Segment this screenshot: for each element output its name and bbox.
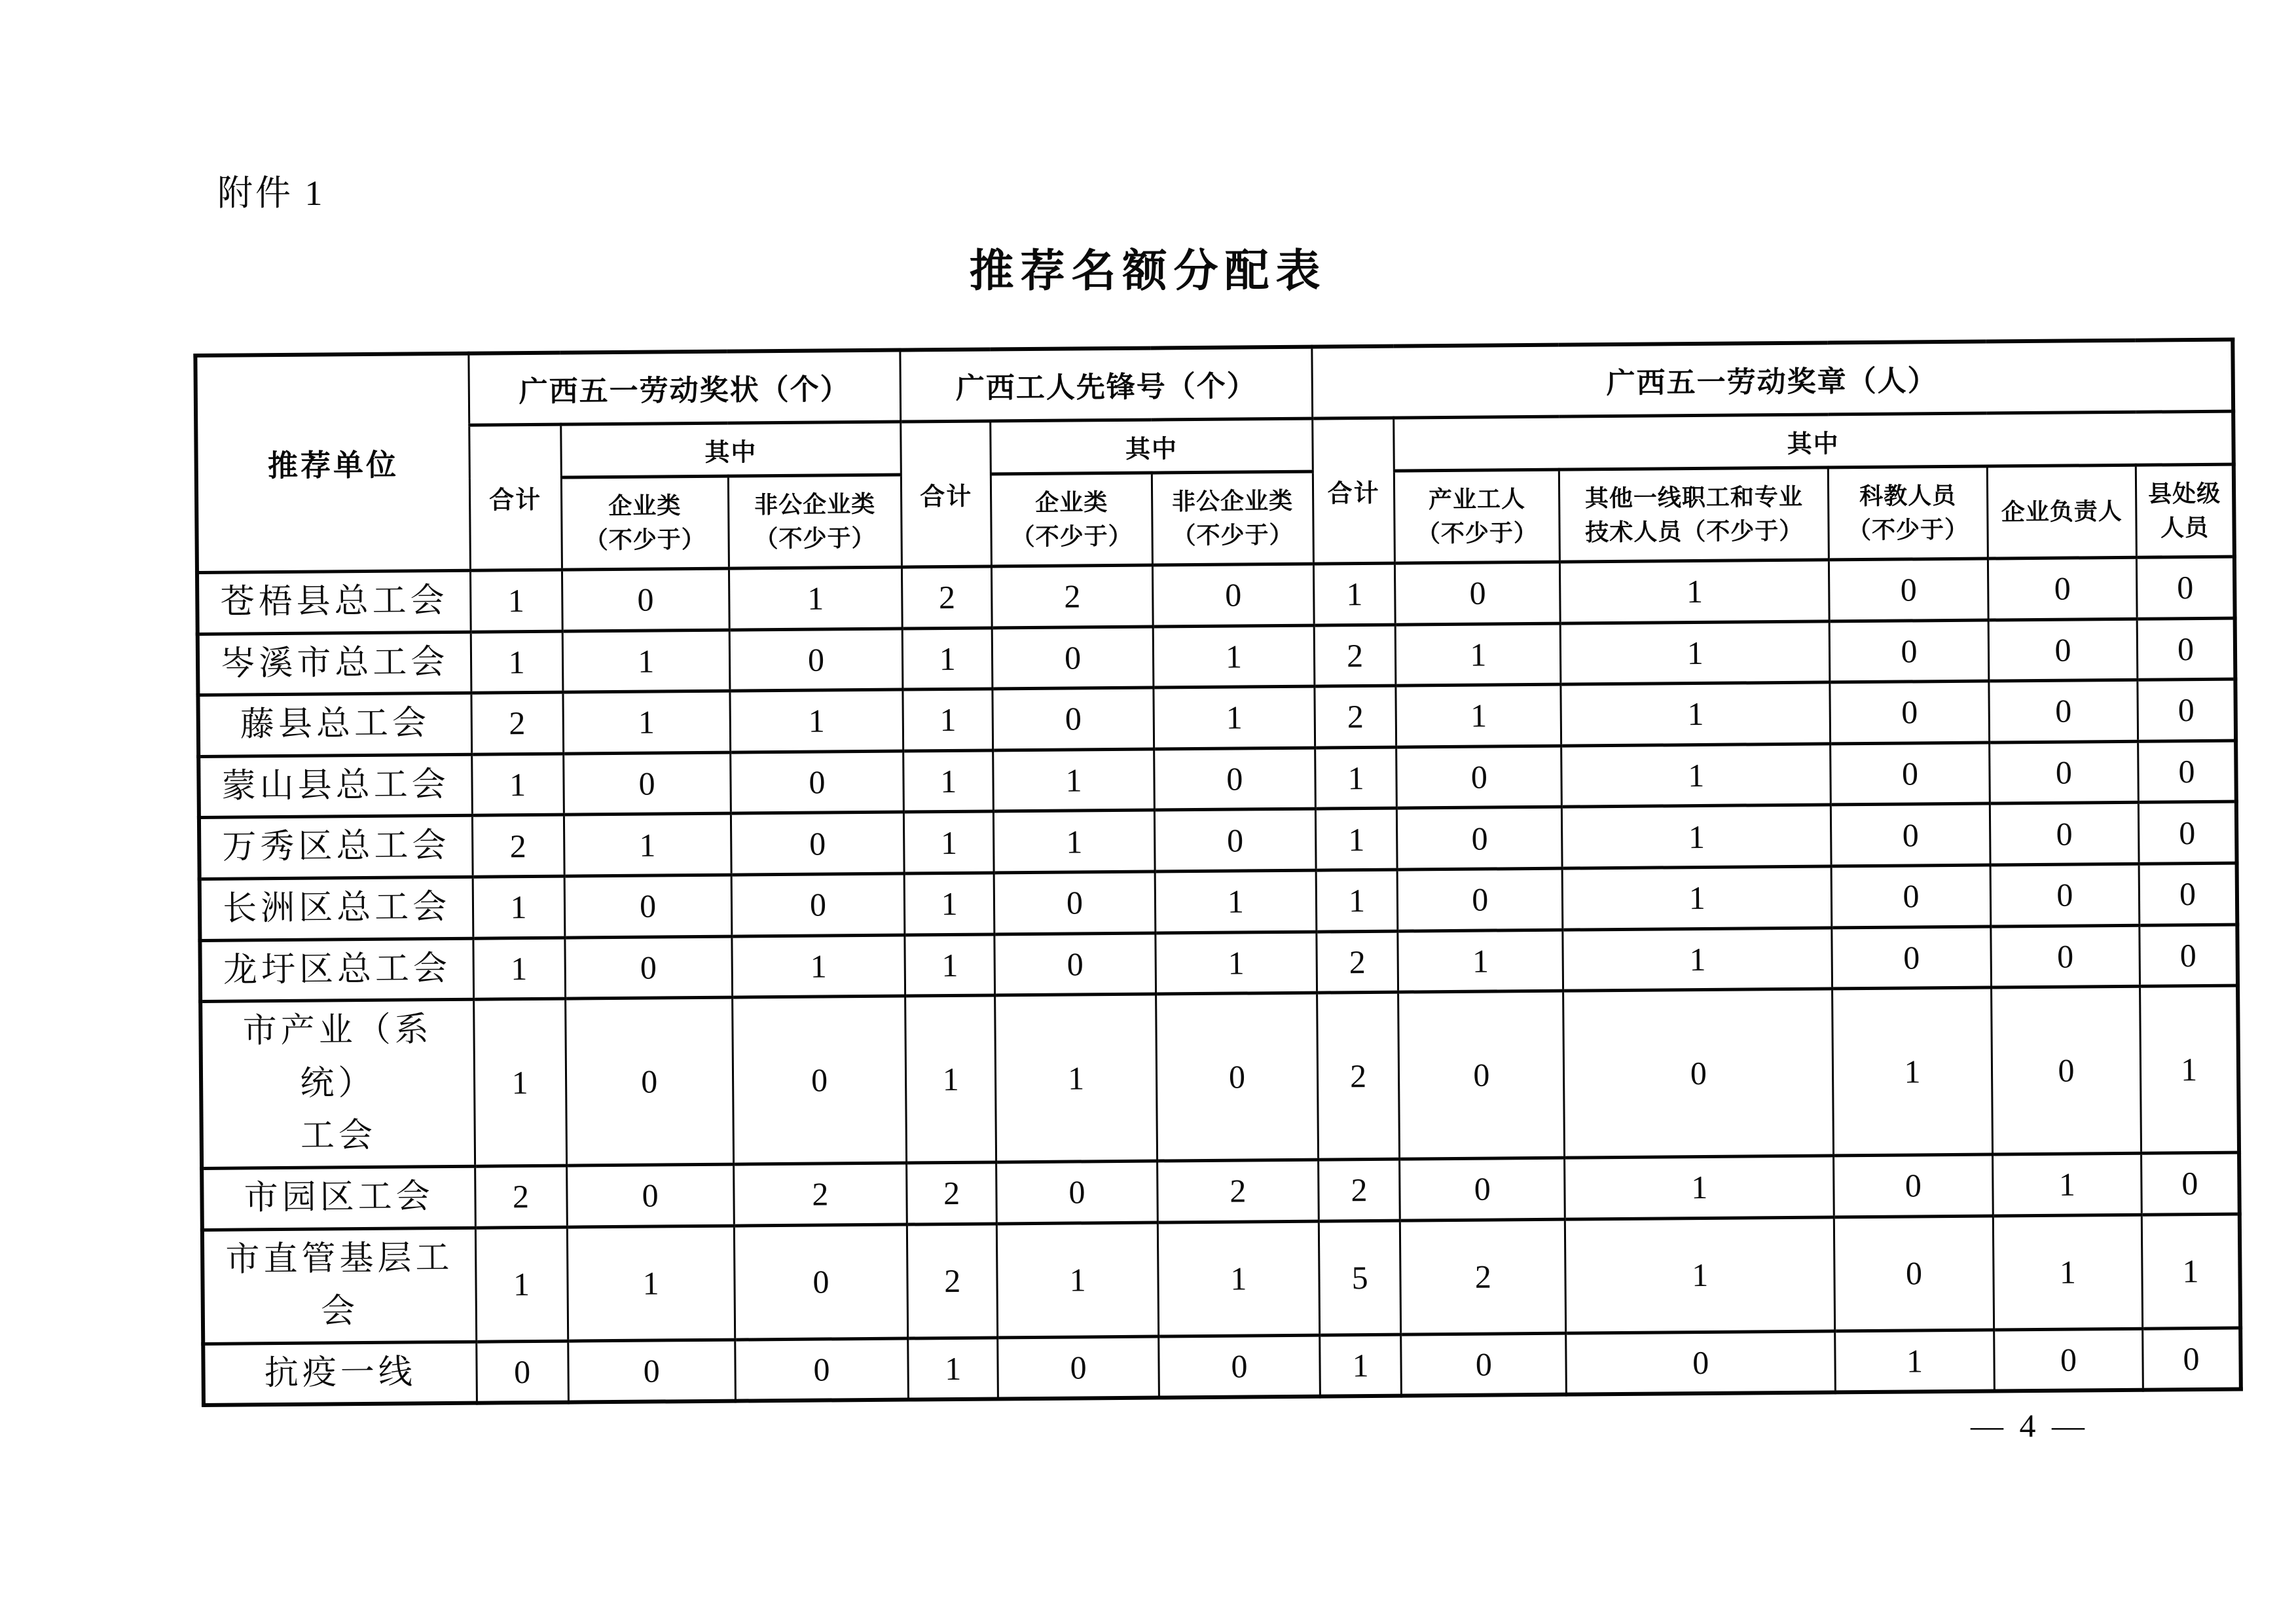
value-cell: 1 <box>730 689 903 752</box>
value-cell: 1 <box>905 934 995 997</box>
certificate-enterprise-header: 企业类 （不少于） <box>561 476 729 570</box>
value-cell: 0 <box>1152 564 1314 627</box>
value-cell: 0 <box>731 873 905 936</box>
pioneer-total-header: 合计 <box>901 421 992 567</box>
page-number: — 4 — <box>1971 1407 2088 1444</box>
value-cell: 0 <box>732 996 907 1164</box>
value-cell: 1 <box>1560 560 1830 623</box>
table-header <box>195 340 2234 573</box>
allocation-table-wrapper <box>193 338 2243 1408</box>
pioneer-enterprise-header: 企业类 （不少于） <box>991 473 1152 566</box>
value-cell: 0 <box>566 1164 734 1227</box>
value-cell: 1 <box>902 628 993 690</box>
value-cell: 1 <box>562 691 730 754</box>
value-cell: 0 <box>1990 803 2139 865</box>
value-cell: 2 <box>1317 992 1399 1160</box>
value-cell: 0 <box>1395 562 1561 625</box>
value-cell: 2 <box>992 565 1154 628</box>
value-cell: 1 <box>1156 932 1317 995</box>
medal-science-education-header: 科教人员 （不少于） <box>1828 466 1988 560</box>
value-cell: 1 <box>475 1227 568 1342</box>
value-cell: 0 <box>1400 1158 1565 1221</box>
value-cell: 2 <box>1314 625 1396 687</box>
value-cell: 0 <box>2139 863 2237 925</box>
value-cell: 0 <box>564 875 732 938</box>
value-cell: 0 <box>1831 865 1990 927</box>
medal-industrial-worker-header: 产业工人 （不少于） <box>1394 469 1560 563</box>
value-cell: 2 <box>1317 931 1398 993</box>
attachment-label: 附件 1 <box>217 174 325 213</box>
value-cell: 1 <box>1993 1215 2143 1330</box>
value-cell: 1 <box>1565 1156 1834 1219</box>
value-cell: 1 <box>729 567 902 630</box>
value-cell: 1 <box>1315 747 1396 809</box>
medal-enterprise-leader-header: 企业负责人 <box>1987 465 2136 559</box>
value-cell: 2 <box>907 1223 998 1338</box>
value-cell: 1 <box>471 631 563 693</box>
value-cell: 0 <box>2138 801 2236 864</box>
value-cell: 0 <box>1397 807 1563 870</box>
value-cell: 1 <box>2141 1214 2240 1329</box>
table-body <box>197 557 2241 1405</box>
value-cell: 0 <box>735 1338 908 1401</box>
value-cell: 0 <box>1834 1154 1993 1217</box>
value-cell: 0 <box>1994 1329 2143 1391</box>
value-cell: 5 <box>1319 1221 1401 1335</box>
value-cell: 2 <box>1318 1159 1400 1221</box>
value-cell: 0 <box>1831 803 1990 866</box>
value-cell: 1 <box>1992 1153 2141 1215</box>
value-cell: 1 <box>1157 1221 1319 1336</box>
value-cell: 0 <box>2138 679 2236 741</box>
value-cell: 1 <box>473 876 565 938</box>
value-cell: 1 <box>1315 809 1397 871</box>
value-cell: 0 <box>564 936 732 999</box>
value-cell: 1 <box>562 630 730 693</box>
value-cell: 2 <box>1315 686 1396 748</box>
value-cell: 0 <box>2138 741 2236 803</box>
value-cell: 1 <box>564 814 731 877</box>
value-cell: 1 <box>993 749 1155 812</box>
value-cell: 0 <box>1829 559 1988 621</box>
value-cell: 1 <box>903 750 994 813</box>
value-cell: 2 <box>472 815 564 877</box>
table-row <box>200 985 2239 1168</box>
value-cell: 0 <box>1401 1333 1567 1396</box>
value-cell: 2 <box>475 1166 567 1228</box>
unit-column-header: 推荐单位 <box>195 354 470 573</box>
value-cell: 1 <box>1398 930 1563 993</box>
value-cell: 2 <box>1157 1160 1319 1222</box>
value-cell: 0 <box>1834 1216 1994 1331</box>
value-cell: 0 <box>568 1340 735 1403</box>
value-cell: 1 <box>567 1226 735 1341</box>
unit-cell: 万秀区总工会 <box>199 816 473 879</box>
value-cell: 0 <box>994 872 1156 934</box>
value-cell: 0 <box>992 627 1154 689</box>
value-cell: 0 <box>1563 989 1834 1158</box>
value-cell: 0 <box>1156 993 1319 1161</box>
value-cell: 0 <box>731 812 904 875</box>
value-cell: 1 <box>1153 625 1315 688</box>
unit-cell: 长洲区总工会 <box>200 877 473 940</box>
value-cell: 0 <box>563 752 731 815</box>
value-cell: 0 <box>730 751 903 814</box>
medal-total-header: 合计 <box>1313 418 1395 564</box>
value-cell: 1 <box>994 810 1156 873</box>
value-cell: 2 <box>733 1163 907 1226</box>
value-cell: 0 <box>1831 743 1990 805</box>
allocation-table <box>193 338 2243 1408</box>
value-cell: 0 <box>1988 619 2138 681</box>
value-cell: 1 <box>1562 805 1832 868</box>
value-cell: 1 <box>1395 623 1561 686</box>
labor-medal-group-header: 广西五一劳动奖章（人） <box>1312 340 2233 419</box>
value-cell: 0 <box>1988 557 2137 619</box>
certificate-total-header: 合计 <box>469 424 562 570</box>
value-cell: 0 <box>1159 1335 1321 1398</box>
worker-pioneer-group-header: 广西工人先锋号（个） <box>900 347 1312 422</box>
value-cell: 0 <box>1830 681 1989 743</box>
award-certificate-group-header: 广西五一劳动奖状（个） <box>468 350 901 426</box>
value-cell: 1 <box>1835 1330 1994 1393</box>
value-cell: 0 <box>993 688 1154 750</box>
value-cell: 0 <box>2143 1328 2241 1390</box>
certificate-among-header: 其中 <box>560 422 901 477</box>
value-cell: 0 <box>1991 925 2140 987</box>
unit-cell: 藤县总工会 <box>198 693 471 756</box>
value-cell: 1 <box>1154 686 1315 749</box>
unit-cell: 龙圩区总工会 <box>200 938 473 1002</box>
value-cell: 0 <box>729 629 903 691</box>
value-cell: 0 <box>1154 748 1316 811</box>
value-cell: 0 <box>996 1161 1158 1224</box>
value-cell: 1 <box>1316 870 1398 932</box>
value-cell: 0 <box>734 1224 908 1340</box>
unit-cell: 苍梧县总工会 <box>197 570 471 634</box>
value-cell: 2 <box>471 692 563 754</box>
value-cell: 1 <box>1320 1334 1402 1397</box>
value-cell: 1 <box>471 754 564 816</box>
certificate-nonpublic-header: 非公企业类 （不少于） <box>728 475 902 568</box>
value-cell: 1 <box>1396 684 1561 747</box>
unit-cell: 市产业（系统） 工会 <box>200 999 475 1168</box>
value-cell: 0 <box>476 1341 568 1403</box>
value-cell: 1 <box>470 570 562 632</box>
value-cell: 0 <box>2141 1152 2240 1215</box>
medal-frontline-tech-header: 其他一线职工和专业 技术人员（不少于） <box>1559 468 1829 562</box>
value-cell: 0 <box>1829 620 1988 682</box>
value-cell: 0 <box>1991 986 2141 1154</box>
value-cell: 2 <box>902 566 993 629</box>
page-title: 推荐名额分配表 <box>969 246 1327 296</box>
table-row <box>202 1214 2240 1344</box>
value-cell: 0 <box>1989 680 2138 742</box>
value-cell: 0 <box>562 568 729 631</box>
value-cell: 0 <box>1990 864 2140 926</box>
unit-cell: 岑溪市总工会 <box>198 632 471 695</box>
value-cell: 1 <box>473 938 565 1000</box>
pioneer-nonpublic-header: 非公企业类 （不少于） <box>1152 471 1313 565</box>
value-cell: 0 <box>1396 746 1562 809</box>
value-cell: 1 <box>1563 927 1832 991</box>
value-cell: 1 <box>1561 682 1831 746</box>
value-cell: 1 <box>904 811 994 873</box>
pioneer-among-header: 其中 <box>991 418 1313 474</box>
value-cell: 0 <box>2137 618 2235 680</box>
value-cell: 1 <box>1565 1217 1835 1332</box>
value-cell: 1 <box>1561 621 1831 685</box>
value-cell: 0 <box>1832 927 1991 989</box>
value-cell: 1 <box>995 994 1157 1162</box>
value-cell: 1 <box>1313 563 1395 625</box>
value-cell: 0 <box>1154 809 1316 872</box>
value-cell: 1 <box>1832 987 1993 1156</box>
unit-cell: 抗疫一线 <box>203 1342 477 1405</box>
value-cell: 1 <box>1155 870 1317 933</box>
value-cell: 0 <box>2140 925 2238 987</box>
value-cell: 1 <box>1561 744 1831 807</box>
unit-cell: 市园区工会 <box>202 1166 475 1230</box>
value-cell: 0 <box>1566 1331 1836 1395</box>
value-cell: 1 <box>2140 985 2239 1153</box>
value-cell: 1 <box>1562 866 1832 930</box>
value-cell: 0 <box>565 997 733 1166</box>
value-cell: 0 <box>1398 991 1565 1159</box>
value-cell: 1 <box>732 935 905 998</box>
value-cell: 1 <box>473 999 566 1166</box>
medal-among-header: 其中 <box>1394 411 2234 471</box>
value-cell: 0 <box>998 1336 1159 1399</box>
unit-cell: 蒙山县总工会 <box>198 754 472 818</box>
value-cell: 1 <box>904 873 994 935</box>
value-cell: 1 <box>905 995 996 1163</box>
value-cell: 0 <box>994 933 1156 996</box>
value-cell: 1 <box>903 689 993 751</box>
value-cell: 0 <box>1989 741 2138 803</box>
value-cell: 0 <box>1397 868 1563 931</box>
value-cell: 0 <box>2136 557 2234 619</box>
value-cell: 1 <box>996 1222 1158 1338</box>
value-cell: 2 <box>1400 1219 1566 1334</box>
value-cell: 1 <box>908 1338 998 1400</box>
value-cell: 2 <box>907 1162 997 1224</box>
medal-county-official-header: 县处级 人员 <box>2136 464 2234 557</box>
unit-cell: 市直管基层工 会 <box>202 1228 476 1344</box>
